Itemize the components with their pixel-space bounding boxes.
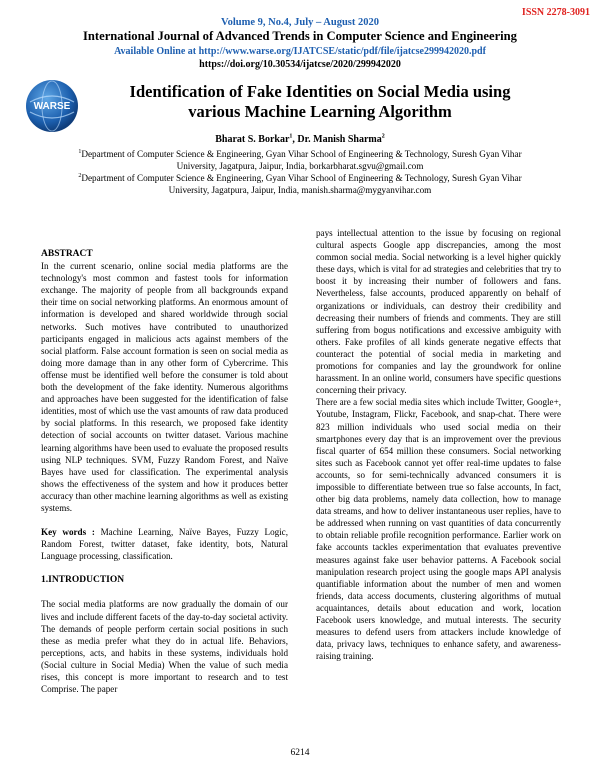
logo-text: WARSE <box>33 101 71 112</box>
keywords <box>41 526 288 562</box>
affiliation-1-text: Department of Computer Science & Engineering, Gyan Vihar School of Engineering & Technology, Suresh Gyan Vihar University, Jagatpura, Jaipur, India, borkarbharat.sgvu@gmail.com <box>81 149 522 171</box>
author-2-sup: 2 <box>381 133 385 140</box>
affiliation-1 <box>60 148 540 172</box>
affiliation-1-sup: 1 <box>78 148 82 155</box>
left-column <box>41 248 288 695</box>
authors <box>0 134 600 145</box>
journal-title: International Journal of Advanced Trends in Computer Science and Engineering <box>83 29 517 43</box>
title-line-1: Identification of Fake Identities on Social Media using <box>129 82 511 101</box>
affiliation-2-text: Department of Computer Science & Engineering, Gyan Vihar School of Engineering & Technology, Suresh Gyan Vihar University, Jagatpura, Jaipur, India, manish.sharma@mygyanvihar.com <box>81 173 522 195</box>
introduction-heading: 1.INTRODUCTION <box>41 575 125 586</box>
issn: ISSN 2278-3091 <box>521 7 590 18</box>
affiliation-2-sup: 2 <box>78 172 82 179</box>
author-1: Bharat S. Borkar <box>215 134 290 145</box>
doi-link[interactable]: https://doi.org/10.30534/ijatcse/2020/299942020 <box>199 59 401 70</box>
title-line-2: various Machine Learning Algorithm <box>188 102 452 121</box>
volume-info: Volume 9, No.4, July – August 2020 <box>220 17 379 28</box>
page-number: 6214 <box>290 748 310 758</box>
author-1-sup: 1 <box>289 133 293 140</box>
introduction-paragraph-2: pays intellectual attention to the issue by focusing on regional cultural aspects Google app discrepancies, among the most common social media. Social networking is a level higher quickly these days, which is vital for ad strategies and celebrities that try to boost it by increasing their number of followers and fans. Nevertheless, false accounts, produced apparently on behalf of organizations or individuals, can destroy their credibility and decreasing their numbers of friends and comments. They are still suffering from bogus notifications and excessive ambiguity with others. Fake profiles of all kinds generate negative effects that counteract the potential of social media in marketing and promotions for companies and lay the groundwork for online harassment. In an online world, consumers have specific questions concerning their privacy. <box>316 228 561 396</box>
abstract-heading: ABSTRACT <box>41 249 93 259</box>
online-url[interactable]: Available Online at http://www.warse.org/IJATCSE/static/pdf/file/ijatcse299942020.pdf <box>114 46 486 57</box>
right-column <box>316 227 561 662</box>
affiliation-2 <box>60 172 540 196</box>
author-separator: , <box>292 134 298 145</box>
keywords-label: Key words : <box>41 527 95 538</box>
introduction-paragraph-1: The social media platforms are now gradually the domain of our lives and include different facets of the day-to-day societal activity. The demands of people perform certain social positions in such these as media prefer what they do in actual life. Behaviors, perceptions, acts, and habits in these systems, individuals hold (Social culture in Social Media) When the value of such media rises, this concept is more important to research and to test Comprise. The paper <box>41 599 288 695</box>
keywords-text: Machine Learning, Naïve Bayes, Fuzzy Logic, Random Forest, twitter dataset, fake identity, bots, Natural Language processing, classification. <box>41 527 288 562</box>
introduction-paragraph-3: There are a few social media sites which include Twitter, Google+, Youtube, Instagram, Flickr, Facebook, and snap-chat. There were 823 million individuals who used social media on their smartphones every day that is an improvement over the previous fiscal quarter of 654 million these consumers. Social networking sites such as Facebook cannot yet offer real-time updates to false accounts, so for semi-technically advanced consumers it is impossible to differentiate between true so false accounts, In fact, other big data problems, namely data collection, how to manage data streams, and how to deliver instantaneous user replies, have to be addressed when running on vast quantities of data concurrently to obtain reliable profile recognition performance. Earlier work on fake accounts tackles experimentation that evaluates preventive measures against fake user behavior patterns. A Facebook social manipulation research project using the google maps API analysis quantifiable information about the number of men and women friends, data access documents, clustering algorithms of mutual acquaintances, details about education and work, location Facebook users knowledge, and mutual interests. The security measures to defend users from attackers include knowledge of data, privacy laws, techniques to enhance safety, and awareness-raising training. <box>316 397 561 662</box>
author-2: Dr. Manish Sharma <box>297 134 382 145</box>
paper-title <box>70 82 570 122</box>
abstract-text: In the current scenario, online social media platforms are the technology's most common and fastest tools for information exchange. The majority of people from all backgrounds expand their time on social networking platforms. An enormous amount of information is developed and shared worldwide through social networks. Such motives have contributed to unauthorized participants engaged in malicious acts against members of the social platform. False account formation is seen on social media as doing more damage than in any other form of Cybercrime. This offense must be identified well before the consumer is told about both the development of the fake identity. Numerous algorithms and approaches have been suggested for the identification of false identities, most of which use the vast amounts of raw data produced by social platforms. In this research, we proposed fake identity detection of social accounts on twitter dataset. Various machine learning algorithms have been used to evaluate the proposed results using NLP techniques. SVM, Fuzzy Random Forest, and Naïve Bayes have used for classification. The experimental analysis shows the effectiveness of the system and how it produces better accuracy than other machine learning algorithms as well as existing systems. <box>41 261 288 513</box>
